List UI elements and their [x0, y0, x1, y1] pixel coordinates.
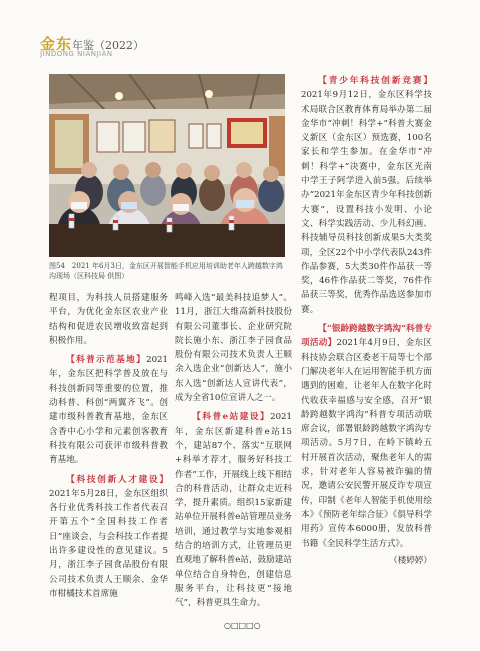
- text-column-2: [175, 291, 292, 611]
- section-body: 2021年5月28日，金东区组织各行业优秀科技工作者代表召开第五个“全国科技工作者日”座谈会，与会科技工作者提出许多建设性的意见建议。5月，浙江李子园食品股份有限公司技术负责人王顺余、金华市柑橘技术首席施: [49, 488, 168, 599]
- section-title: 【青少年科技创新竞赛】: [318, 76, 432, 86]
- text-column-1: [49, 291, 168, 601]
- section-e-station: [175, 410, 292, 610]
- header-brand: 金东: [40, 35, 73, 53]
- section-digital-divide: [301, 322, 432, 551]
- section-youth-contest: [301, 74, 432, 317]
- paragraph: 程项目，为科技人员搭建服务平台，为优化金东区农业产业结构和促进农民增收致富起到积极作用。: [49, 293, 168, 346]
- section-science-base: [49, 353, 168, 467]
- section-body: 2021 年，金东区把科学普及放在与科技创新同等重要的位置，推动科普、科创“两翼齐飞”。创建市级科普教育基地，金东区含香中心小学和元素创客教育科技有限公司获评市级科普教育基地。: [49, 355, 168, 466]
- section-title: 【科技创新人才建设】: [66, 474, 168, 485]
- section-body: 2021 年，金东区新建科普e站15个，建站87个、落实“互联网+科举才荐才，服务好科技工作者”工作，开展线上线下相结合的科普活动，让群众走近科学，提升素质。组织15家新建站单位开展科普e站管理员业务培训，通过教学与实地参观相结合的培训方式，让管理员更直观地了解科普e站，鼓励建站单位结合自身特色，创建信息服务平台，让科技更“接地气”，科普更具生命力。: [175, 412, 292, 609]
- section-title: 【科普e站建设】: [192, 412, 271, 423]
- section-title: 【科普示范基地】: [66, 355, 147, 366]
- text-column-3: [301, 74, 432, 568]
- training-photo: [49, 74, 285, 257]
- section-body: 2021年9月12日，金东区科学技术局联合区教育体育局举办第二届金华市“冲刺！科学+”科普大赛金义新区（金东区）预选赛，100名家长和学生参加。在金华市“冲刺！科学+”决赛中，金东区光南中学王子阿学进入前5强。后续举办“2021年金东区青少年科技创新大赛”，设置科技小发明、小论文、科学实践活动、少儿科幻画、科技辅导员科技创新成果5大类奖项，全区22个中小学代表队243件作品参赛，5大类30件作品获一等奖，46件作品获二等奖，76件作品获三等奖，优秀作品选送参加市赛。: [301, 90, 432, 315]
- paragraph: 鸣峰入选“最美科技追梦人”。11月，浙江大维高新科技股份有限公司董事长、企业研究院院长施小东、浙江李子园食品股份有限公司技术负责人王顺余入选企业“创新达人”，施小东入选“创新达人宣讲代表”，成为全省10位宣讲人之一。: [175, 293, 292, 404]
- section-talent: [49, 473, 168, 602]
- training-photo-image: [49, 74, 285, 257]
- header-subtitle: JINDONG NIANJIAN: [40, 50, 113, 58]
- section-body: 2021年4月9日，金东区科技协会联合区委老干局等七个部门解决老年人在运用智能手机方面遇到的困难，让老年人在数字化时代收获幸福感与安全感，召开“银龄跨越数字鸿沟”科普专项活动联席会议，部署银龄跨越数字鸿沟专项活动。5月7日，在岭下镇岭五村开展首次活动，聚焦老年人的需求，针对老年人容易被诈骗的情况，邀请公安民警开展反诈专项宣传，印制《老年人智能手机使用绘本》《预防老年综合征》《俱导科学用药》宣传本6000册，发放科普书籍《全民科学生活方式》。: [301, 338, 432, 549]
- section-title: 【“银龄跨越数字鸿沟”科普专项活动】: [301, 324, 432, 349]
- header-year: 年鉴（2022）: [72, 39, 145, 52]
- author-signature: （楼婷婷）: [389, 555, 432, 566]
- photo-caption: 图54 2021 年6月3日，金东区开展智能手机应用培训助老年人跨越数字鸿沟现场（区科技局 供图）: [49, 262, 283, 280]
- page-number: ○□□□○: [224, 621, 261, 630]
